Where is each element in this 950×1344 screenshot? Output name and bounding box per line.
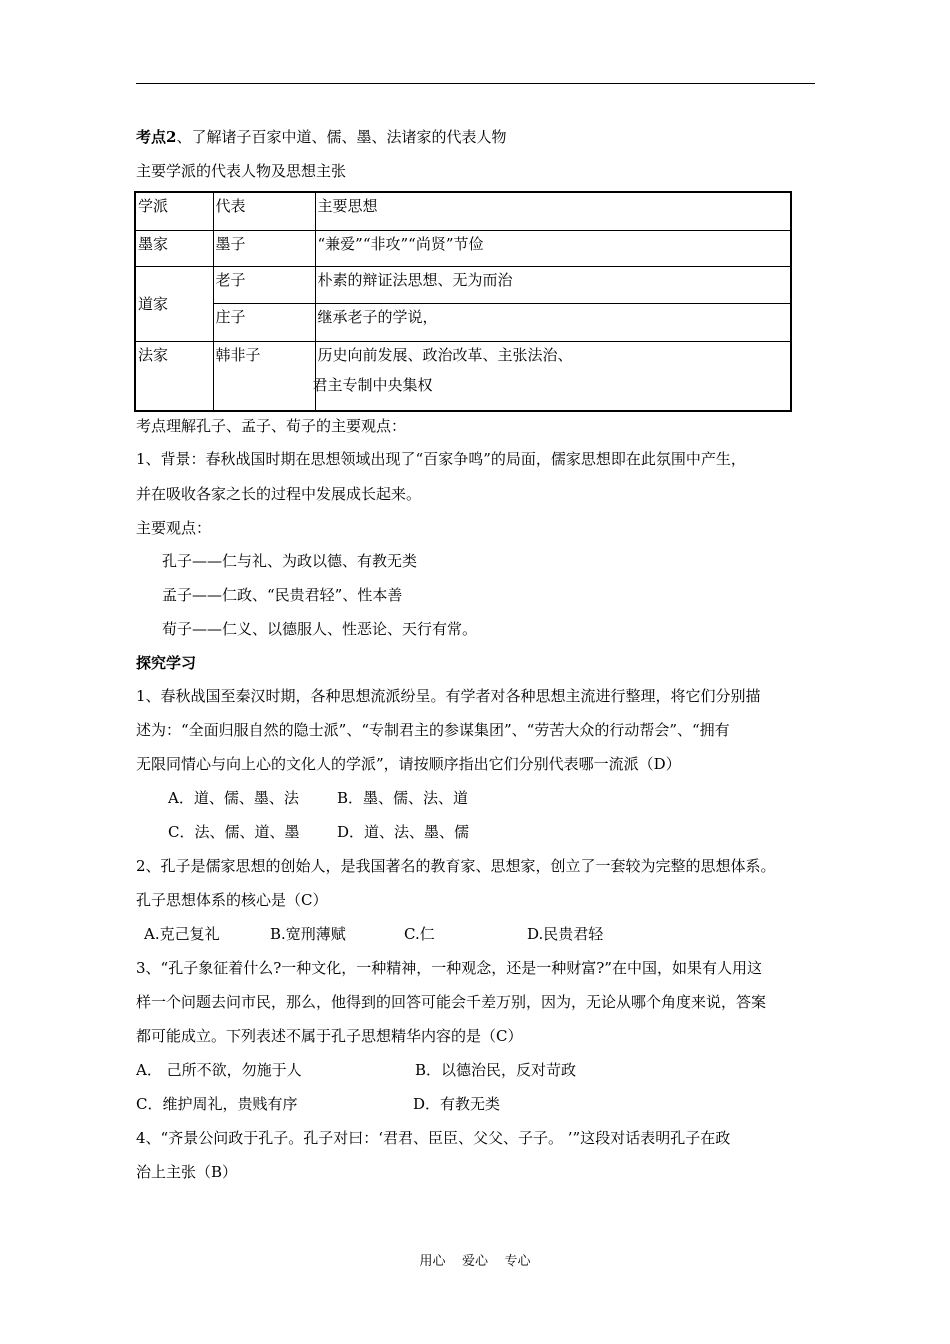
table-row [135,303,791,341]
cell-idea [312,341,791,411]
option-c: C．维护周礼，贵贱有序 [136,1095,298,1113]
cell-school: 墨家 [135,230,213,266]
views-title: 主要观点： [136,519,212,537]
understand-title: 考点理解孔子、孟子、荀子的主要观点： [136,417,407,435]
option-c: C.仁 [404,925,435,943]
cell-idea: 朴素的辩证法思想、无为而治 [315,266,791,303]
background-line: 1、背景：春秋战国时期在思想领域出现了“百家争鸣”的局面，儒家思想即在此氛围中产生， [136,450,746,468]
cell-idea: “兼爱”“非攻”“尚贤”节俭 [315,230,791,266]
header-rep: 代表 [213,192,315,230]
idea-line: 君主专制中央集权 [312,375,433,394]
question-line: 治上主张（B） [136,1163,238,1181]
table-row [135,230,791,266]
cell-school: 法家 [135,341,213,411]
option-b: B.宽刑薄赋 [270,925,346,943]
idea-line: 历史向前发展、政治改革、主张法治、 [317,345,573,364]
option-b: B．以德治民，反对苛政 [415,1061,577,1079]
view-item: 荀子——仁义、以德服人、性恶论、天行有常。 [162,620,478,638]
option-d: D.民贵君轻 [527,925,604,943]
table-header-row [135,192,791,230]
page-footer: 用心 爱心 专心 [419,1254,531,1269]
background-line: 并在吸收各家之长的过程中发展成长起来。 [136,485,422,503]
option-d: D．道、法、墨、儒 [337,823,470,841]
option-c: C．法、儒、道、墨 [168,823,300,841]
question-line: 述为：“全面归服自然的隐士派”、“专制君主的参谋集团”、“劳苦大众的行动帮会”、“拥有 [136,721,730,739]
header-school: 学派 [135,192,213,230]
schools-table [134,191,792,412]
cell-rep: 老子 [213,266,315,303]
option-a: A． 己所不欲，勿施于人 [136,1061,302,1079]
option-a: A.克己复礼 [144,925,220,943]
question-line: 1、春秋战国至秦汉时期，各种思想流派纷呈。有学者对各种思想主流进行整理，将它们分别描 [136,687,761,705]
question-line: 无限同情心与向上心的文化人的学派”，请按顺序指出它们分别代表哪一流派（D） [136,755,681,773]
option-d: D．有教无类 [413,1095,501,1113]
option-a: A．道、儒、墨、法 [168,789,299,807]
explore-title: 探究学习 [136,654,197,672]
table-row [135,341,791,411]
section-title: 考点2、了解诸子百家中道、儒、墨、法诸家的代表人物 [136,128,507,146]
view-item: 孟子——仁政、“民贵君轻”、性本善 [162,586,403,604]
cell-idea: 继承老子的学说， [315,303,791,341]
header-rule [136,83,815,84]
header-idea: 主要思想 [315,192,791,230]
table-caption: 主要学派的代表人物及思想主张 [136,162,347,180]
question-line: 4、“齐景公问政于孔子。孔子对曰：‘君君、臣臣、父父、子子。 ’”这段对话表明孔子在政 [136,1129,731,1147]
view-item: 孔子——仁与礼、为政以德、有教无类 [162,552,418,570]
question-line: 3、“孔子象征着什么?一种文化，一种精神，一种观念，还是一种财富?”在中国，如果有人用这 [136,959,762,977]
question-line: 2、孔子是儒家思想的创始人，是我国著名的教育家、思想家，创立了一套较为完整的思想体系。 [136,857,776,875]
cell-rep: 韩非子 [213,341,315,411]
option-b: B．墨、儒、法、道 [337,789,469,807]
table-row [135,266,791,303]
cell-rep: 庄子 [213,303,315,341]
question-line: 都可能成立。下列表述不属于孔子思想精华内容的是（C） [136,1027,523,1045]
question-line: 样一个问题去问市民，那么，他得到的回答可能会千差万别，因为，无论从哪个角度来说，答案 [136,993,767,1011]
cell-school: 道家 [135,266,213,341]
cell-rep: 墨子 [213,230,315,266]
question-line: 孔子思想体系的核心是（C） [136,891,328,909]
